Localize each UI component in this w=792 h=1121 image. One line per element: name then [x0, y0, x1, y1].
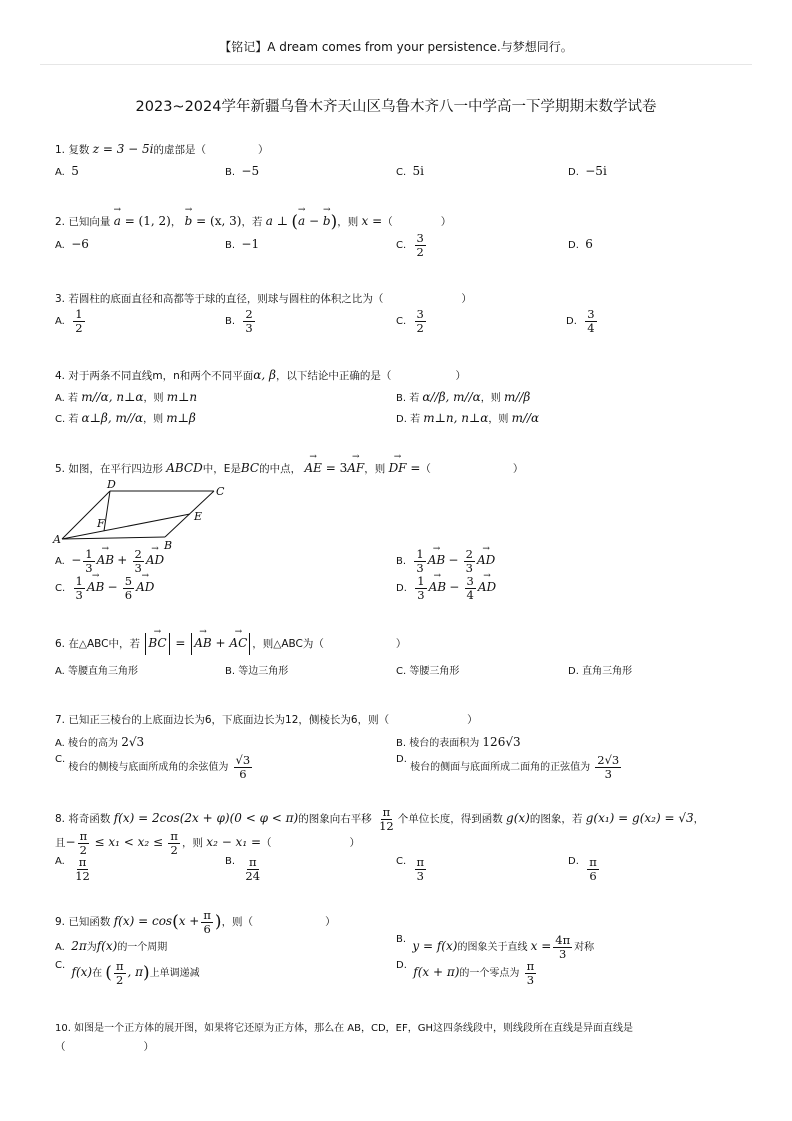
q4-pre: 对于两条不同直线m，n和两个不同平面	[68, 370, 254, 382]
q1-post: 的虚部是（	[153, 144, 207, 156]
q2-option-d[interactable]	[568, 237, 593, 251]
q6-eq: =	[171, 636, 190, 650]
vector-ab: → AB	[87, 580, 104, 594]
fraction-denominator: 2	[416, 244, 424, 259]
question-1	[55, 142, 269, 157]
option-label: A.	[55, 556, 65, 568]
option-operator: +	[117, 553, 128, 568]
q6-post: ，则△ABC为（	[252, 638, 324, 650]
q5-eq3: = 3	[321, 461, 348, 475]
fraction-numerator: π	[79, 829, 88, 843]
q1-option-c[interactable]	[396, 164, 424, 178]
option-label: D.	[568, 167, 579, 178]
q6-option-d[interactable]	[568, 662, 632, 677]
fraction-numerator: 1	[417, 574, 425, 588]
q5-option-c[interactable]	[55, 575, 154, 601]
fraction-denominator: 3	[416, 868, 424, 883]
q5-open: （	[420, 463, 431, 475]
option-label: A.	[55, 393, 65, 404]
option-function: f(x)	[71, 965, 93, 980]
option-label: C.	[396, 856, 407, 867]
parallelogram-figure	[52, 478, 232, 550]
option-text: 的一个零点为	[459, 968, 520, 980]
fraction-numerator: π	[526, 959, 535, 973]
option-label: B.	[225, 856, 236, 867]
q9-close: ）	[325, 916, 336, 929]
q1-option-d[interactable]	[568, 164, 607, 178]
q6-vector-bc: → BC	[148, 636, 166, 650]
vector-ab: → AB	[97, 553, 114, 567]
fraction-denominator: 2	[416, 320, 424, 335]
q6-vector-ac: → AC	[229, 636, 247, 650]
q8-mid2: 个单位长度，得到函数	[397, 813, 503, 826]
fraction-denominator: 3	[604, 766, 612, 781]
option-label: C.	[55, 414, 66, 425]
option-label: B.	[225, 666, 236, 677]
q3-option-a[interactable]	[55, 308, 87, 334]
q7-text: 已知正三棱台的上底面边长为6，下底面边长为12，侧棱长为6，则（	[68, 714, 390, 726]
fraction-denominator: 3	[417, 587, 425, 602]
option-if: 若	[410, 414, 421, 425]
q8-option-a[interactable]	[55, 856, 94, 882]
q2-x-eq: x =	[361, 214, 383, 228]
question-8-line-1	[55, 806, 704, 832]
option-text: 等腰三角形	[409, 666, 460, 677]
q8-diff: x₂ − x₁ =	[206, 835, 262, 850]
fraction-numerator: 2	[134, 547, 142, 561]
q8-open: （	[261, 837, 272, 850]
q7-option-c[interactable]	[55, 754, 254, 780]
fraction-numerator: 3	[416, 231, 424, 245]
option-label: C.	[55, 960, 66, 971]
option-condition: α⊥β, m//α	[81, 411, 144, 425]
vector-ab: → AB	[428, 553, 445, 567]
q6-close: ）	[395, 638, 407, 650]
question-10-answer	[55, 1039, 154, 1054]
option-text: −5	[241, 164, 260, 178]
q5-option-b[interactable]	[396, 548, 495, 574]
option-text: 6	[585, 237, 593, 251]
q8-and: 且	[55, 837, 66, 850]
option-text: 棱台的表面积为	[409, 738, 480, 749]
q8-option-d[interactable]	[568, 856, 601, 882]
option-result: m//α	[511, 411, 540, 425]
q5-abcd: ABCD	[166, 461, 203, 475]
header-motto: 【铭记】A dream comes from your persistence.与梦想同行。	[219, 40, 573, 54]
option-function: f(x)	[96, 939, 118, 953]
q5-option-d[interactable]	[396, 575, 496, 601]
fraction-denominator: 3	[75, 587, 83, 602]
q4-option-c[interactable]	[55, 410, 196, 425]
fraction-numerator: 4π	[555, 933, 571, 947]
q6-option-a[interactable]	[55, 662, 138, 677]
option-text: 等边三角形	[238, 666, 289, 677]
q4-option-a[interactable]	[55, 389, 197, 404]
q3-number: 3.	[55, 293, 66, 305]
option-label: B.	[396, 556, 407, 568]
q9-pre: 已知函数	[68, 916, 111, 929]
fraction-denominator: 12	[75, 868, 90, 883]
fraction-numerator: 1	[416, 547, 424, 561]
fraction-numerator: 1	[75, 574, 83, 588]
q4-close: ）	[455, 370, 466, 382]
option-if: 若	[68, 414, 79, 425]
option-then: ，则	[143, 414, 164, 425]
q1-close: ）	[258, 144, 269, 156]
option-text: 上单调递减	[149, 968, 200, 980]
option-label: D.	[396, 960, 407, 971]
q8-option-c[interactable]	[396, 856, 428, 882]
question-2	[55, 212, 451, 232]
q3-option-d[interactable]	[566, 308, 599, 334]
q9-number: 9.	[55, 916, 66, 929]
fraction-denominator: 24	[245, 868, 261, 883]
option-label: C.	[396, 167, 407, 178]
option-condition: m//α, n⊥α	[81, 390, 144, 404]
q9-paren-left: (	[172, 912, 179, 933]
q5-bc: BC	[240, 461, 260, 475]
fraction-numerator: 3	[416, 307, 424, 321]
q10-number: 10.	[55, 1023, 71, 1034]
option-then: ，则	[143, 393, 164, 404]
q2-vector-a: → a	[114, 214, 121, 228]
fraction-denominator: 3	[526, 972, 535, 987]
fraction-numerator: π	[203, 908, 211, 922]
option-label: D.	[568, 666, 579, 677]
fraction-denominator: 3	[85, 560, 93, 575]
fraction-denominator: 3	[416, 560, 424, 575]
q2-inner-b: → b	[323, 214, 331, 228]
option-result: m⊥β	[166, 411, 196, 425]
q9-paren-right: )	[214, 912, 222, 933]
option-text: 对称	[574, 942, 595, 954]
q5-mid2: 的中点，	[259, 463, 302, 475]
q5-vector-ae: → AE	[304, 461, 321, 475]
q4-number: 4.	[55, 370, 66, 382]
q5-vector-df: → DF	[389, 461, 407, 475]
option-math: 2√3	[121, 735, 145, 749]
option-label: A.	[55, 738, 65, 749]
fraction-denominator: 6	[124, 587, 133, 602]
fraction-numerator: π	[78, 855, 87, 869]
fraction-numerator: 5	[124, 574, 133, 588]
option-label: D.	[568, 240, 579, 251]
q2-open: （	[382, 216, 393, 228]
fraction-denominator: 3	[465, 560, 473, 575]
q5-close: ）	[512, 463, 524, 475]
option-label: A.	[55, 856, 65, 867]
fraction-denominator: 6	[239, 766, 247, 781]
segment-df	[104, 491, 110, 531]
option-function: f(x + π)	[413, 965, 460, 980]
vector-ad: → AD	[136, 580, 154, 594]
fraction-numerator: 2√3	[597, 753, 620, 767]
option-operator: −	[448, 553, 459, 568]
option-label: A.	[55, 167, 65, 178]
q8-comma: ，	[693, 813, 705, 826]
q2-perp: a ⊥	[265, 214, 289, 228]
q9-option-a[interactable]	[55, 938, 167, 953]
q2-vector-b: → b	[185, 214, 193, 228]
question-8-line-2	[55, 830, 360, 856]
q2-sep: ，	[170, 216, 182, 228]
option-label: A.	[55, 942, 65, 953]
q10-text: 如图是一个正方体的展开图，如果将它还原为正方体，那么在 AB，CD，EF，GH这四条线段中，则线段所在直线是异面直线是	[74, 1023, 633, 1034]
q9-option-d[interactable]	[396, 960, 538, 986]
option-label: B.	[396, 393, 407, 404]
option-math: 126√3	[482, 735, 521, 749]
q4-math: α, β	[253, 368, 276, 382]
q2-number: 2.	[55, 216, 66, 228]
q2-inner-a: → a	[298, 214, 305, 228]
option-label: D.	[396, 754, 407, 765]
q6-vector-ab: → AB	[194, 636, 211, 650]
fraction-numerator: π	[382, 805, 391, 819]
vector-ad: → AD	[146, 553, 164, 567]
q7-number: 7.	[55, 714, 66, 726]
q8-then: ，则	[181, 837, 203, 850]
header-divider	[40, 64, 752, 65]
option-label: A.	[55, 316, 65, 328]
q2-option-a[interactable]	[55, 237, 89, 251]
label-e: E	[194, 510, 203, 523]
fraction-numerator: 3	[587, 307, 595, 321]
question-4	[55, 368, 466, 383]
q2-a-value: = (1, 2)	[120, 214, 171, 228]
option-text: 在	[92, 968, 103, 980]
option-label: B.	[225, 167, 236, 178]
q8-function: f(x) = 2cos(2x + φ)(0 < φ < π)	[113, 811, 299, 826]
q2-option-c[interactable]	[396, 232, 428, 258]
q10-open: （	[55, 1041, 66, 1053]
q5-then: ，则	[364, 463, 386, 475]
option-text: 为	[86, 942, 97, 953]
q7-option-b[interactable]	[396, 734, 521, 749]
option-label: A.	[55, 666, 65, 677]
q1-pre: 复数	[68, 144, 90, 156]
fraction-denominator: 4	[466, 587, 474, 602]
vector-ad: → AD	[478, 580, 496, 594]
option-text: 的图象关于直线	[457, 942, 528, 954]
option-label: A.	[55, 240, 65, 251]
q9-post: ，则（	[221, 916, 254, 929]
fraction-denominator: 3	[134, 560, 142, 575]
q3-option-b[interactable]	[225, 308, 257, 334]
q5-number: 5.	[55, 463, 66, 475]
q1-option-b[interactable]	[225, 164, 259, 178]
option-math: 2π	[71, 939, 87, 953]
q7-close: ）	[467, 714, 478, 726]
q8-mid3: 的图象，若	[529, 813, 583, 826]
fraction-numerator: 1	[75, 307, 83, 321]
option-x: x =	[530, 939, 552, 954]
q7-option-a[interactable]	[55, 734, 144, 749]
option-text: 5	[71, 164, 79, 178]
q8-option-b[interactable]	[225, 856, 264, 882]
option-text: 的一个周期	[117, 942, 168, 953]
q2-pre: 已知向量	[68, 216, 111, 228]
q4-option-b[interactable]	[396, 389, 530, 404]
fraction-numerator: π	[248, 855, 257, 869]
question-6	[55, 633, 406, 655]
q10-close: ）	[143, 1041, 154, 1053]
option-result: m//β	[503, 390, 531, 404]
option-if: 若	[409, 393, 420, 404]
option-text: 直角三角形	[582, 666, 633, 677]
q6-number: 6.	[55, 638, 66, 650]
fraction-denominator: 2	[116, 972, 124, 987]
option-label: C.	[396, 240, 407, 252]
q2-option-b[interactable]	[225, 237, 259, 251]
option-then: ，则	[488, 414, 509, 425]
question-5	[55, 461, 523, 476]
vector-ad: → AD	[477, 553, 495, 567]
q8-g: g(x)	[506, 811, 530, 826]
fraction-numerator: 2	[245, 307, 253, 321]
q1-math: z = 3 − 5i	[92, 142, 154, 156]
q9-option-b[interactable]	[396, 934, 594, 960]
fraction-numerator: π	[115, 959, 124, 973]
fraction-denominator: 2	[79, 842, 87, 857]
fraction-denominator: 4	[587, 320, 595, 335]
question-9	[55, 909, 336, 935]
fraction-numerator: 1	[85, 547, 93, 561]
q3-close: ）	[461, 293, 472, 305]
vector-ab: → AB	[429, 580, 446, 594]
fraction-denominator: 6	[203, 921, 211, 936]
q8-number: 8.	[55, 813, 66, 826]
q1-number: 1.	[55, 144, 66, 156]
option-text: 棱台的侧棱与底面所成角的余弦值为	[68, 762, 229, 774]
question-10	[55, 1019, 633, 1034]
q2-paren-left: (	[291, 212, 299, 232]
edge-ab	[62, 537, 165, 539]
label-b: B	[164, 539, 173, 550]
question-7	[55, 712, 478, 727]
q5-mid1: 中，E是	[202, 463, 241, 475]
fraction-numerator: π	[589, 855, 597, 869]
fraction-denominator: 12	[379, 818, 394, 833]
page-title: 2023~2024学年新疆乌鲁木齐天山区乌鲁木齐八一中学高一下学期期末数学试卷	[135, 99, 657, 115]
option-label: B.	[225, 316, 236, 328]
option-tail: , π	[127, 965, 144, 980]
q4-option-d[interactable]	[396, 410, 539, 425]
option-then: ，则	[480, 393, 501, 404]
option-label: D.	[396, 583, 407, 595]
fraction-denominator: 3	[559, 946, 567, 961]
q6-option-b[interactable]	[225, 662, 288, 677]
fraction-denominator: 3	[245, 320, 253, 335]
option-math: y = f(x)	[412, 939, 458, 954]
q8-pre: 将奇函数	[68, 813, 111, 826]
q8-inequality: ≤ x₁ < x₂ ≤	[94, 835, 164, 850]
option-label: C.	[396, 316, 407, 328]
option-label: B.	[225, 240, 236, 251]
q2-paren-right: )	[330, 212, 338, 232]
q7-option-d[interactable]	[396, 754, 623, 780]
option-paren-left: (	[105, 963, 112, 984]
q3-option-c[interactable]	[396, 308, 428, 334]
label-d: D	[107, 478, 116, 491]
option-condition: α//β, m//α	[422, 390, 481, 404]
q3-text: 若圆柱的底面直径和高都等于球的直径，则球与圆柱的体积之比为（	[68, 293, 384, 305]
option-text: 等腰直角三角形	[68, 666, 139, 677]
q6-plus: +	[211, 636, 230, 650]
q8-mid1: 的图象向右平移	[298, 813, 372, 826]
option-result: m⊥n	[166, 390, 198, 404]
option-if: 若	[68, 393, 79, 404]
fraction-numerator: 3	[466, 574, 474, 588]
q8-condition: g(x₁) = g(x₂) = √3	[585, 811, 694, 826]
fraction-numerator: π	[170, 829, 178, 843]
q9-function: f(x) = cos	[113, 914, 173, 929]
fraction-numerator: π	[416, 855, 425, 869]
q5-eq: =	[406, 461, 421, 475]
option-operator: −	[449, 580, 460, 595]
q6-option-c[interactable]	[396, 662, 459, 677]
option-text: −1	[241, 237, 260, 251]
q1-option-a[interactable]	[55, 164, 79, 178]
question-3	[55, 291, 472, 306]
option-label: C.	[396, 666, 407, 677]
option-text: 5i	[412, 164, 425, 178]
q2-b-value: = (x, 3)	[192, 214, 242, 228]
option-text: 棱台的高为	[68, 738, 119, 749]
fraction-denominator: 6	[589, 868, 597, 883]
q5-vector-af: → AF	[347, 461, 364, 475]
option-label: B.	[396, 934, 407, 945]
q9-x-plus: x +	[178, 914, 200, 929]
option-paren-right: )	[143, 963, 150, 984]
option-text: −6	[71, 237, 89, 251]
option-text: 棱台的侧面与底面所成二面角的正弦值为	[410, 762, 591, 774]
fraction-numerator: 2	[465, 547, 473, 561]
q5-pre: 如图，在平行四边形	[68, 463, 163, 475]
q2-then: ，则	[337, 216, 359, 228]
option-label: C.	[55, 754, 66, 765]
option-operator: −	[107, 580, 118, 595]
option-sign: −	[71, 553, 82, 568]
option-text: −5i	[585, 164, 607, 178]
q2-if: ，若	[241, 216, 263, 228]
q2-minus: −	[305, 214, 323, 228]
option-condition: m⊥n, n⊥α	[423, 411, 489, 425]
option-label: B.	[396, 738, 407, 749]
label-f: F	[97, 517, 105, 530]
q6-pre: 在△ABC中，若	[68, 638, 140, 650]
q8-neg: −	[65, 835, 76, 850]
q9-option-c[interactable]	[55, 960, 200, 986]
fraction-numerator: √3	[235, 753, 251, 767]
option-label: C.	[55, 583, 66, 595]
q8-close: ）	[349, 837, 361, 850]
option-label: D.	[566, 316, 577, 328]
fraction-denominator: 2	[170, 842, 178, 857]
q2-close: ）	[440, 216, 452, 228]
label-c: C	[216, 485, 225, 498]
option-label: D.	[568, 856, 579, 867]
edge-ad	[62, 491, 110, 539]
segment-ae	[62, 514, 190, 539]
q4-post: ，以下结论中正确的是（	[275, 370, 392, 382]
option-label: D.	[396, 414, 407, 425]
fraction-denominator: 2	[75, 320, 83, 335]
label-a: A	[53, 533, 61, 546]
